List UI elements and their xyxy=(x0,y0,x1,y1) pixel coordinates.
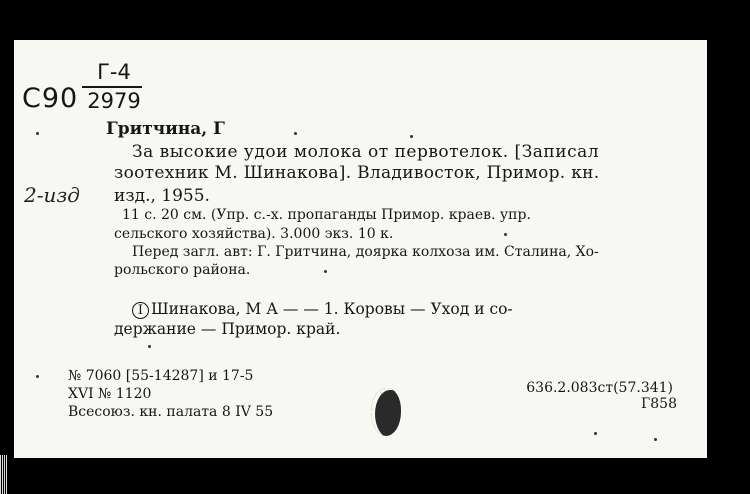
description-line-6: Перед загл. авт: Г. Гритчина, доярка колхоза им. Сталина, Хо- xyxy=(132,244,599,260)
ink-speck xyxy=(36,132,39,135)
ink-speck xyxy=(36,375,39,378)
subject-entry-line-2: держание — Примор. край. xyxy=(114,320,341,338)
ink-speck xyxy=(148,345,151,348)
scan-edge-strip xyxy=(0,455,8,494)
record-line-1: № 7060 [55-14287] и 17-5 xyxy=(68,368,254,384)
description-line-1: За высокие удои молока от первотелок. [Записал xyxy=(132,142,600,162)
description-line-3: изд., 1955. xyxy=(114,186,210,206)
ink-speck xyxy=(294,132,297,135)
subject-entry-line-1 xyxy=(132,300,513,319)
ink-speck xyxy=(410,135,413,138)
ink-speck xyxy=(594,432,597,435)
entry-marker: I xyxy=(132,302,149,319)
author-heading: Гритчина, Г xyxy=(106,119,225,139)
handwritten-note: 2-изд xyxy=(24,183,80,207)
record-line-2: XVI № 1120 xyxy=(68,386,152,402)
description-line-7: рольского района. xyxy=(114,262,251,278)
udc-classification: 636.2.083ст(57.341) xyxy=(526,380,673,396)
subject-entry-text: Шинакова, М А — — 1. Коровы — Уход и со- xyxy=(151,300,513,318)
ink-speck xyxy=(504,233,507,236)
shelf-fraction-top: Г-4 xyxy=(97,60,131,84)
shelf-fraction-line xyxy=(82,86,142,88)
description-line-5: сельского хозяйства). 3.000 экз. 10 к. xyxy=(114,226,394,242)
shelf-code: С90 xyxy=(22,83,79,114)
ink-speck xyxy=(654,438,657,441)
shelf-fraction-bottom: 2979 xyxy=(87,89,141,113)
ink-blot xyxy=(371,388,401,436)
catalog-card xyxy=(14,40,707,458)
description-line-4: 11 с. 20 см. (Упр. с.-х. пропаганды Примор. краев. упр. xyxy=(122,207,531,223)
record-line-3: Всесоюз. кн. палата 8 IV 55 xyxy=(68,404,274,420)
ink-speck xyxy=(324,270,327,273)
description-line-2: зоотехник М. Шинакова]. Владивосток, Примор. кн. xyxy=(114,163,600,183)
author-mark: Г858 xyxy=(641,396,677,412)
